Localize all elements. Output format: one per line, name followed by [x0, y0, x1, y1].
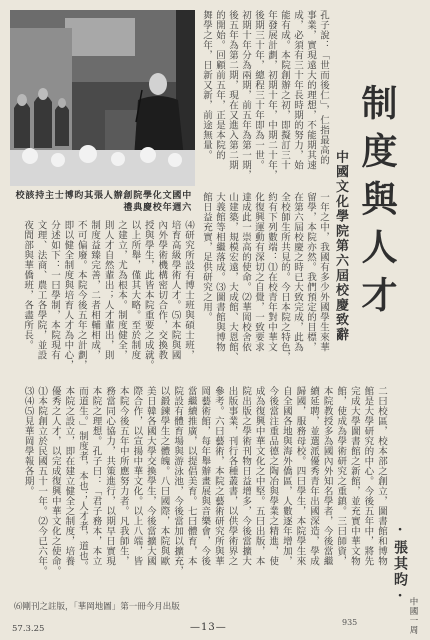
text-column: 參考。六曰藝術，本院之藝術研究所與華 [212, 386, 224, 566]
text-column: 的開始。回顧前五年，正是本院的 [214, 10, 225, 160]
text-column: 出版事業，刊行各種叢書，以供學術界之 [226, 386, 238, 566]
text-column: 岡藝術館，每年舉辦畫展與音樂會，今後 [199, 386, 211, 566]
text-column: 達成此一崇高的使命。⑵華岡校舍依 [240, 192, 251, 352]
body-text-block-middle-right [200, 192, 330, 376]
text-column: 不可偏廢。本院今後五年之計劃， [75, 220, 87, 370]
text-column: 一年之中，我國有多少外國學生來華 [318, 192, 329, 352]
text-column: 年發展計劃，初期十年，中期二十年， [266, 10, 277, 180]
text-column: 院設有體育場與游泳池，今後當加以擴充， [172, 386, 184, 576]
text-column: 孔子說：「世而後仁」，仁指最高的 [318, 10, 329, 166]
text-column: 留學，本院亦然。我們預定的目標， [305, 192, 316, 352]
ceremony-photo [10, 10, 195, 186]
photo-banner [65, 18, 135, 56]
text-column: 後期三十年，總程三十年即為一世。 [253, 10, 264, 170]
text-column: 館是大學研究的中心。今後五年中，將先 [362, 386, 374, 566]
speaker-head [149, 73, 167, 95]
text-column: 制度益臻完善，二者相輔相成， [89, 220, 101, 360]
text-column: 館，使成為學術研究之重鎮。三曰師資， [335, 386, 347, 566]
text-column: 續延聘，並選派優秀青年出國深造，學成 [308, 386, 320, 566]
text-column: 本院教授多為國內外知名學者，今後當繼 [321, 386, 333, 566]
text-column: 培育高級學術人才。⑸本院與國 [169, 220, 181, 360]
figure-head-right [58, 98, 66, 108]
text-column: 歸國，服務母校。四曰學生，本院學生來 [294, 386, 306, 566]
text-column: 本院之設立，即在建立健全之制度，培養 [63, 386, 75, 566]
text-column: 即以健全制度與培育人才為中心， [62, 220, 74, 370]
text-column: 成為復興中華文化之中堅。五曰出版，本 [253, 386, 265, 566]
text-column: 授與學生，此皆本院重要之成就。 [142, 220, 154, 370]
text-column: ⑷研究所設有博士班與碩士班， [183, 220, 194, 360]
text-column: 完成大學圖書館之新館，並充實中華文物 [348, 386, 360, 566]
text-column: 成，必須有三十年長時期的努力，始 [292, 10, 303, 170]
text-column: 化復興運動有深切之自覺，一致要求 [253, 192, 264, 352]
text-column: 二曰校區，校本部之創立，圖書館和博物 [376, 386, 387, 566]
photo-caption-line-1: 中國文化學院創辦人張其昀博士主持該校 [15, 191, 192, 201]
text-column: 約有下列數端：⑴在校青年對中華文 [266, 192, 277, 352]
text-column: 美日韓各國大學交換學生，今後當擴大國 [144, 386, 156, 566]
photo-caption-line-2: 六週年校慶典禮 [123, 203, 192, 213]
text-column: 際合作，以宣揚中華文化。以上八端，皆 [131, 386, 143, 566]
text-column: 大義館等相繼落成。⑶圖書館與博物 [214, 192, 225, 352]
footnote: ⑹剛刊之註版，「華岡地圖」第一冊今月出版 [14, 602, 180, 612]
text-column: 自全國各地與海外僑區，人數逐年增加， [280, 386, 292, 566]
text-column: 院出版之學術刊物日益增多，今後當擴大 [240, 386, 252, 566]
text-column: 之建立，尤為根本。制度健全， [115, 220, 127, 360]
text-column: 內外學術機構密切合作，交換教 [156, 220, 168, 360]
article-author: ·張其昀· [392, 522, 408, 606]
body-text-block-middle-left [12, 220, 195, 376]
article-title: 制度與人才 [356, 84, 398, 324]
text-column: 事業，實現遠大的理想，不能期其速 [305, 10, 316, 170]
text-column: 館日益充實，足供研究之用。 [201, 192, 212, 322]
text-column: 優秀之人才，以完成復興中華文化之使命。 [49, 386, 61, 576]
text-column: 夜間部與華僑班，各盡所長。 [22, 220, 34, 350]
figure-head-middle [38, 88, 48, 100]
text-column: 初期十年分為兩期，前五年為第一期， [240, 10, 251, 180]
text-column: 本院之理想。孔子曰：「君子務本，本立 [90, 386, 102, 566]
text-column: 後五年為第二期，現在又進入第二期 [227, 10, 238, 170]
text-column: 在第六屆校慶之時已大致完成，此為 [292, 192, 303, 352]
publication-name: 中國一周 [408, 597, 418, 635]
speaker-body [134, 96, 184, 158]
figure-head-left [17, 94, 27, 106]
text-column: 全校師生所共見的。今日本院之特色， [279, 192, 290, 362]
body-text-block-bottom [12, 386, 388, 598]
text-column: 能有成。本院創辦之初，即擬訂三十 [279, 10, 290, 170]
text-column: 本院今後五年中所應努力者。凡我師生， [117, 386, 129, 566]
body-text-block-top [198, 10, 330, 185]
text-column: 文理、法商、農工各學院，並設 [35, 220, 47, 360]
article-subtitle: 中國文化學院第六屆校慶致辭 [333, 150, 348, 343]
text-column: 而道生。」制度者，本也；人才者，道也。 [76, 386, 88, 572]
text-column: 務當同心協力，共策進行，以期早日實現 [104, 386, 116, 566]
text-column: 以上所舉，僅其大略。至於制度 [129, 220, 141, 360]
text-column: 當繼續推廣，以提倡美育。七曰體育，本 [185, 386, 197, 566]
text-column: 舞學之年，日新又新，前途無量。 [201, 10, 212, 160]
text-column: ⑶⑷⑸見華岡學報各期。 [22, 386, 34, 496]
text-column: 山建築，規模宏遠，大成館、大恩館、 [227, 192, 238, 362]
text-column: ⑴本院創立於民國五十一年。⑵今已六年。 [36, 386, 48, 576]
issue-date: 57.3.25 [12, 624, 45, 634]
text-column: 今後當注重品德之陶冶與學業之精進，使 [267, 386, 279, 566]
photo-caption [12, 190, 192, 214]
text-column: 以鍛鍊學生之體魄。八曰國際，本院與歐 [158, 386, 170, 566]
text-column: 分述如下：一曰學制，本院現有 [48, 220, 60, 360]
page-number: —13— [190, 622, 227, 633]
serial-number: 935 [342, 618, 358, 627]
text-column: 則人才自然輩出；人才輩出，則 [102, 220, 114, 360]
